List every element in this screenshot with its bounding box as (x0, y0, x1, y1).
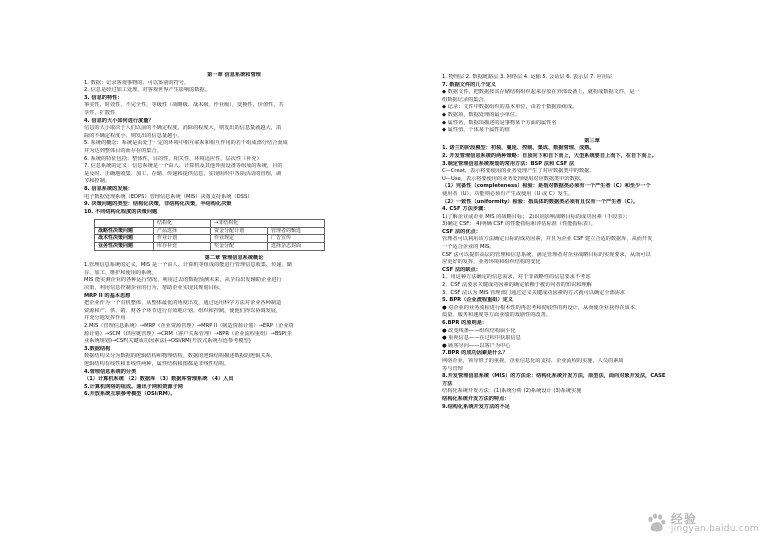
text-line: 并充分地发挥作用 (84, 315, 126, 322)
table-cell: 库存补充 (154, 243, 211, 251)
text-line: 2. 信息是经过加工处理，对客观世界产生影响的数据。 (84, 87, 210, 94)
text-line: 把企业作为一个有机整体，从整体最优的角度出发，通过运用科学方法对企业各种制造 (84, 300, 282, 307)
chapter1-title: 第一章 信息系统和管理 (207, 72, 261, 78)
text-line: CSF 法的缺点： (442, 266, 481, 273)
table-cell: 广告宣传 (268, 235, 325, 243)
text-line: 决策，利用信息控制企业的行为，帮助企业实现其规划目标。 (84, 285, 225, 292)
table-row (95, 243, 325, 251)
text-line: 组数据记录的集合。 (442, 96, 489, 103)
decision-table (94, 219, 325, 250)
text-line: ◆ 记录：文件中数据组织的基本单位，由若干数据项组成。 (442, 104, 578, 111)
text-line: 节和控制。 (84, 178, 110, 185)
text-line: U—Use，表示将要使用的业务处理使用对应数据类中的数据。 (442, 175, 586, 182)
text-line: 5.计算机网络的组成。通讯子网和资源子网 (84, 383, 183, 390)
text-line: MRP II 的基本思想 (84, 292, 131, 299)
text-line: 7. 数据文件的几个定义 (442, 81, 497, 88)
table-cell (95, 220, 154, 228)
table-cell: 奖金分配 (211, 243, 268, 251)
text-line: ◆ 属性名，数据项描述的是事物某个方面的属性名 (442, 119, 557, 126)
table-cell: 产品选择 (154, 227, 211, 235)
text-line: 4. CSF 方法步骤： (442, 206, 489, 213)
text-line: 信息的大小取决于人们以前的不确定程度，消除的程度大，则发出的信息量就越大，消 (84, 125, 282, 132)
text-line: 7. 信息系统的定义：信息系统是一个由人、计算机及其他外围设备等组成的系统，目的 (84, 163, 283, 170)
table-cell: 战术性决策问题 (95, 235, 154, 243)
text-line: 结构化系统开发方法的特点： (442, 395, 510, 402)
text-line: 1. 物理层 2. 数据链路层 3. 网络层 4. 运输 5. 会话层 6. 表示层 7. 应用层 (442, 74, 613, 80)
chapter1-body (84, 80, 384, 217)
text-line: 6. 系统的特征包括：整体性，目的性，相关性，环境适应性，层次性（补充） (84, 155, 262, 162)
text-line: （1）完备性（completeness）检验：是指对数据类必须有一个产生者（C）和至少一个 (442, 183, 651, 190)
text-line: ◆ 数据文件，把数据按其存储结构组织起来存放在外部设备上，就构成数据文件，是一 (442, 89, 640, 96)
text-line: 7.BPR 的成功因素是什么？ (442, 350, 508, 357)
watermark-cn: 经验 (670, 511, 697, 526)
text-line: （2）一致性（uniformity）检验：指具体的数据类必须有且仅有一个产生者（C）。 (442, 198, 639, 205)
text-line: 3.数据结构 (84, 345, 111, 352)
text-line: 质量、服务和速度等方面业绩的戏剧性的改善。 (442, 312, 551, 319)
text-line: 应更好的发挥。业务环境和组织结构的变化 (442, 259, 541, 266)
text-line: 3)确定 CSF； 4)明确 CSF 的性能指标和评估标准（性能指标表）。 (442, 221, 596, 228)
chapter3-body (442, 145, 742, 411)
text-line: 3、CSF 法认为 MIS 管理部门通过定义关键成功因素的方式就可以确定全部需求 (442, 289, 626, 296)
table-cell: 资金分配计划 (211, 227, 268, 235)
text-line: 1.管理信息系统的定义，MIS 是一个由人、计算机等组成的能进行管理信息收集、传递、储 (84, 262, 292, 269)
table-header-row (95, 220, 325, 228)
text-line: 4. 信息的大小如何进行度量？ (84, 117, 154, 124)
text-line: C—Creat，表示将要使用的业务处理产生了对应数据类中的数据。 (442, 168, 595, 175)
text-line: 1. 数据：记录客观事物的、可以鉴别的符号。 (84, 79, 190, 86)
table-row (95, 227, 325, 235)
text-line: 一个适合企业的 MIS。 (442, 244, 495, 251)
text-line: 5. 系统的概念：系统是由处于一定的环境中相互联系和相互作用的若干组成部分结合而成 (84, 140, 288, 147)
table-cell: →非结构化 (211, 220, 325, 228)
text-line: 存、加工、维护和使用的系统。 (84, 269, 157, 276)
text-line: 业系统规划)→CSF(关键成功因素法)→OSI/RM(开放式系统互连参考模型) (84, 338, 251, 345)
text-line: 数据结构又分为数据的逻辑结构和物理结构。数据的逻辑结构描述数据的逻辑关系， (84, 353, 276, 360)
table-cell: 作业规定 (211, 235, 268, 243)
text-line: CSF 法可以提供高层的管理和信息系统，满足管理者对企业战略目标的实现要求，从而可以 (442, 251, 651, 258)
text-line: 9. 决策问题的类型：结构化决策，非结构化决策，半结构化决策 (84, 201, 232, 208)
text-line: ● 顾客导向——以客户为中心 (442, 342, 511, 349)
text-line: 2、CSF 法要求关键成功因素的确定依赖于被访问者的知识和理解 (442, 282, 592, 289)
text-line: ● 对企业的业务流程进行根本性的再思考和彻底性的再设计，从而使企业获得在成本、 (442, 304, 641, 311)
text-line: 方法 (442, 380, 453, 387)
text-line: 5. BPR（企业流程重组）定义 (442, 297, 514, 304)
text-line: （1）计算机系统 （2）数据库 （3）数据库管理系统 （4）人员 (84, 376, 234, 383)
chapter3-title: 第三章 (584, 137, 600, 144)
text-line: ◆ 数据项，数据处理的最小单位。 (442, 111, 521, 118)
right-column (442, 74, 742, 411)
text-line: 是及时、正确地收集、加工、存储、传递和提供信息，实现组织中各项活动的管理，调 (84, 170, 282, 177)
text-line: 10. 不同结构化程度的决策问题 (84, 208, 158, 215)
text-line: 3. 信息的特性： (84, 94, 123, 101)
text-line: 除的不确定程度小，则发出的信息量越小。 (84, 132, 183, 139)
table-cell: 战略性决策问题 (95, 227, 154, 235)
text-line: 电子数据处理系统（EDPS）管理信息系统（MIS）决策支持系统（DSS） (84, 193, 253, 200)
text-line: 8.开发管理信息系统（MIS）的方法论：结构化系统开发方法，原型法，面向对象开发法，CASE (442, 373, 666, 380)
chapter2-body (84, 262, 384, 399)
text-line: 6.开放系统互联参考模型（OSI/RM）。 (84, 391, 176, 398)
osi-and-files-body (442, 74, 742, 135)
text-line: 并为达到整体目的而存在的集合。 (84, 147, 162, 154)
text-line: 1. 诺兰的阶段模型：初装、蔓延、控制、集成、数据管理、成熟。 (442, 145, 595, 152)
text-line: 3.制定管理信息系统规划的常用方法：BSP 法和 CSF 法 (442, 160, 575, 167)
text-line: 1)了解企业或企业 MIS 的战略目标； 2)识别影响战略目标的成功因素（手段表）； (442, 213, 631, 220)
table-cell: 业务性决策问题 (95, 243, 154, 251)
table-cell: 结构化 (154, 220, 211, 228)
text-line: CSF 法的优点： (442, 228, 481, 235)
text-line: ◆ 属性值，个体某个属性的值 (442, 127, 510, 134)
watermark-en: jingyan.baidu.com (670, 523, 759, 534)
text-line: 资源和产、供、销、财各个环节进行有效地计划、组织和控制，使他们得以协调发展， (84, 307, 282, 314)
text-line: 源计划）→SCM（供应链管理）→CRM（客户关系管理）→BPR（企业流程重组）→BSP(企 (84, 330, 292, 337)
watermark (645, 512, 759, 534)
text-line: ● 改变线条——组织结构扁平化 (442, 327, 516, 334)
table-cell: 作业计划 (154, 235, 211, 243)
table-cell: 管理者的甄选 (268, 227, 325, 235)
text-line: 1、用这种方法确定的信息需求，对于非战略性的信息要求不考虑 (442, 274, 591, 281)
baidu-paw-icon (645, 512, 667, 534)
text-line: 9.结构化系统开发方法的不足 (442, 403, 510, 410)
text-line: 享性，扩散性 (84, 109, 116, 116)
text-line: 2. 开发管理信息系统的两种策略：自顶向下和自下而上，大型系统要自上而下，在自下而上。 (442, 152, 657, 159)
table-cell: 选择杂志封面 (268, 243, 325, 251)
text-line: 4.管理信息系统的分类 (84, 368, 137, 375)
text-line: 2.MIS（管理信息系统）→MRP（企业资源管理）→MRP II（制造资源计划）→ERP（企业资 (84, 323, 294, 329)
text-line: 6.BPR 的原则是： (442, 320, 488, 326)
text-line: 结构化系统开发方法：(1)系统分析 (2)系统设计 (3)系统实施 (442, 388, 582, 395)
left-column (84, 72, 384, 399)
table-row (95, 235, 325, 243)
text-line: 等与管理 (442, 365, 463, 372)
text-line: MIS 能实测企业的各种运行情况，利用过去的数据预测未来，从全局出发辅助企业进行 (84, 277, 282, 284)
text-line: 网络企业，领导班子的重视，企业信息化的支持，企业流程的实施，人员的素质 (442, 357, 624, 364)
text-line: ● 重视信息——在过程中获取信息 (442, 335, 521, 342)
chapter2-title: 第二章 管理信息系统概论 (204, 254, 264, 261)
text-line: 使用者（U），功能则必须有产生或使用（U 或 C）发生。 (442, 190, 574, 197)
text-line: 事实性，时效性，不完全性，等级性（战略级、战术级、作业级），变换性，价值性，共 (84, 102, 284, 109)
text-line: 逻辑结构有线性和非线性两种，属性结构和图都是非线性结构。 (84, 360, 230, 367)
text-line: 8. 信息系统的发展： (84, 185, 133, 192)
text-line: 管理者可以利用该方法确定目标的成功因素，并且为企业 CSF 建立合适的数据库，从而开发 (442, 236, 653, 243)
